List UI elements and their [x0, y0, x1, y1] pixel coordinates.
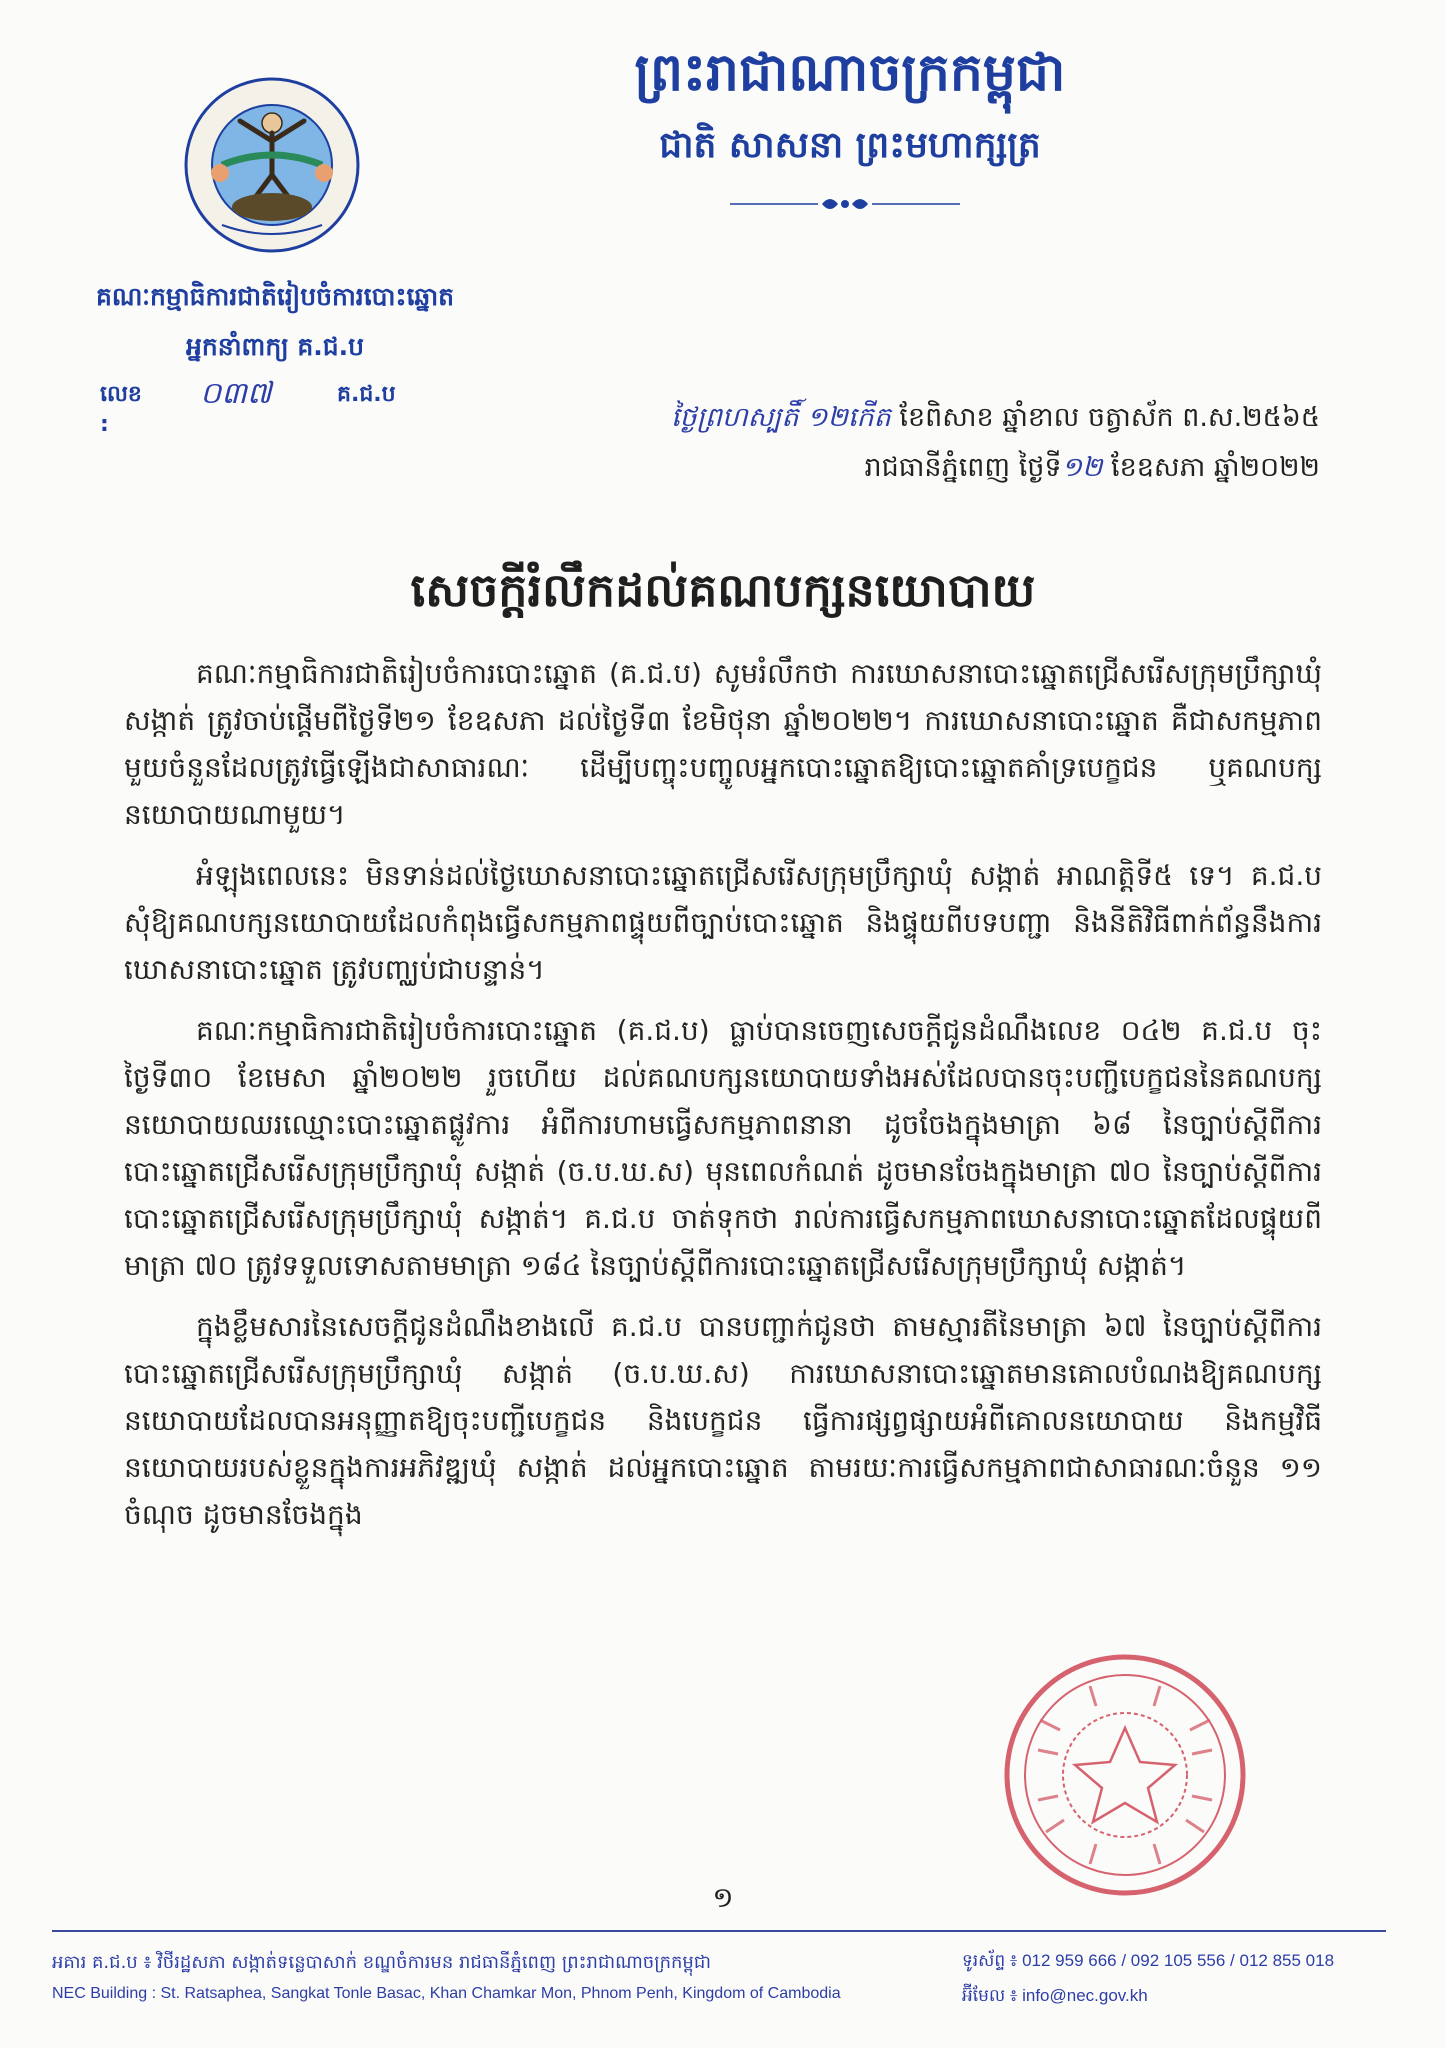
email-label: អ៊ីមែល ៖ [962, 1986, 1018, 2005]
footer-email [962, 1985, 1382, 2010]
date-place: រាជធានីភ្នំពេញ ថ្ងៃទី [864, 452, 1062, 483]
phone-numbers: 012 959 666 / 092 105 556 / 012 855 018 [1022, 1951, 1335, 1970]
organization-name: គណៈកម្មាធិការជាតិរៀបចំការបោះឆ្នោត [95, 282, 455, 311]
lunar-date-printed: ខែពិសាខ ឆ្នាំខាល ចត្វាស័ក ព.ស.២៥៦៥ [899, 402, 1320, 433]
official-seal-icon [1000, 1650, 1250, 1900]
spokesperson-label: អ្នកនាំពាក្យ គ.ជ.ប [186, 332, 364, 361]
paragraph: គណៈកម្មាធិការជាតិរៀបចំការបោះឆ្នោត (គ.ជ.ប) ធ្លាប់បានចេញសេចក្តីជូនដំណឹងលេខ ០៤២ គ.ជ.ប ចុះថ្ងៃទី៣០ ខែមេសា ឆ្នាំ២០២២ រួចហើយ ដល់គណបក្សនយោបាយទាំងអស់ដែលបានចុះបញ្ជីបេក្ខជននៃគណបក្សនយោបាយឈរឈ្មោះបោះឆ្នោតផ្លូវការ អំពីការហាមធ្វើសកម្មភាពនានា ដូចចែងក្នុងមាត្រា ៦៨ នៃច្បាប់ស្តីពីការបោះឆ្នោតជ្រើសរើសក្រុមប្រឹក្សាឃុំ សង្កាត់ (ច.ប.ឃ.ស) មុនពេលកំណត់ ដូចមានចែងក្នុងមាត្រា ៧០ នៃច្បាប់ស្តីពីការបោះឆ្នោតជ្រើសរើសក្រុមប្រឹក្សាឃុំ សង្កាត់។ គ.ជ.ប ចាត់ទុកថា រាល់ការធ្វើសកម្មភាពឃោសនាបោះឆ្នោតដែលផ្ទុយពីមាត្រា ៧០ ត្រូវទទួលទោសតាមមាត្រា ១៨៤ នៃច្បាប់ស្តីពីការបោះឆ្នោតជ្រើសរើសក្រុមប្រឹក្សាឃុំ សង្កាត់។ [124, 1014, 1322, 1282]
document-body [124, 650, 1322, 1552]
lunar-date-handwritten: ថ្ងៃព្រហស្បតិ៍ ១២កើត [670, 402, 891, 433]
document-title: សេចក្តីរំលឹកដល់គណបក្សនយោបាយ [410, 563, 1036, 617]
reference-number: ០៣៧ [200, 376, 272, 411]
reference-label: លេខ : [100, 382, 142, 437]
paragraph: អំឡុងពេលនេះ មិនទាន់ដល់ថ្ងៃឃោសនាបោះឆ្នោតជ្រើសរើសក្រុមប្រឹក្សាឃុំ សង្កាត់ អាណត្តិទី៥ ទេ។ គ.ជ.ប សុំឱ្យគណបក្សនយោបាយដែលកំពុងធ្វើសកម្មភាពផ្ទុយពីច្បាប់បោះឆ្នោត និងផ្ទុយពីបទបញ្ជា និងនីតិវិធីពាក់ព័ន្ធនឹងការឃោសនាបោះឆ្នោត ត្រូវបញ្ឈប់ជាបន្ទាន់។ [124, 859, 1322, 986]
decorative-divider-icon [730, 192, 960, 216]
paragraph: ក្នុងខ្លឹមសារនៃសេចក្តីជូនដំណឹងខាងលើ គ.ជ.ប បានបញ្ជាក់ជូនថា តាមស្មារតីនៃមាត្រា ៦៧ នៃច្បាប់ស្តីពីការបោះឆ្នោតជ្រើសរើសក្រុមប្រឹក្សាឃុំ សង្កាត់ (ច.ប.ឃ.ស) ការឃោសនាបោះឆ្នោតមានគោលបំណងឱ្យគណបក្សនយោបាយដែលបានអនុញ្ញាតឱ្យចុះបញ្ជីបេក្ខជន និងបេក្ខជន ធ្វើការផ្សព្វផ្សាយអំពីគោលនយោបាយ និងកម្មវិធីនយោបាយរបស់ខ្លួនក្នុងការអភិវឌ្ឍឃុំ សង្កាត់ ដល់អ្នកបោះឆ្នោត តាមរយៈការធ្វើសកម្មភាពជាសាធារណៈចំនួន ១១ ចំណុច ដូចមានចែងក្នុង [124, 1310, 1322, 1531]
phone-label: ទូរស័ព្ទ ៖ [962, 1951, 1018, 1970]
date-month-year: ខែឧសភា ឆ្នាំ២០២២ [1111, 452, 1320, 483]
footer-divider [52, 1930, 1386, 1932]
reference-suffix: គ.ជ.ប [337, 382, 396, 407]
footer-phone [962, 1950, 1382, 1975]
email-address[interactable]: info@nec.gov.kh [1022, 1986, 1148, 2005]
page-number: ១ [712, 1881, 734, 1914]
lunar-date [580, 398, 1320, 438]
solar-date [580, 448, 1320, 488]
kingdom-heading: ព្រះរាជាណាចក្រកម្ពុជា [634, 42, 1066, 103]
paragraph: គណៈកម្មាធិការជាតិរៀបចំការបោះឆ្នោត (គ.ជ.ប) សូមរំលឹកថា ការឃោសនាបោះឆ្នោតជ្រើសរើសក្រុមប្រឹក្សាឃុំ សង្កាត់ ត្រូវចាប់ផ្តើមពីថ្ងៃទី២១ ខែឧសភា ដល់ថ្ងៃទី៣ ខែមិថុនា ឆ្នាំ២០២២។ ការឃោសនាបោះឆ្នោត គឺជាសកម្មភាពមួយចំនួនដែលត្រូវធ្វើឡើងជាសាធារណៈ ដើម្បីបញ្ចុះបញ្ចូលអ្នកបោះឆ្នោតឱ្យបោះឆ្នោតគាំទ្របេក្ខជន ឬគណបក្សនយោបាយណាមួយ។ [124, 657, 1322, 831]
nec-emblem-icon [182, 75, 362, 255]
date-day-handwritten: ១២ [1061, 452, 1103, 483]
footer-address-english: NEC Building : St. Ratsaphea, Sangkat Tonle Basac, Khan Chamkar Mon, Phnom Penh, Kingdom of Cambodia [52, 1985, 841, 2002]
footer-address-khmer: អគារ គ.ជ.ប ៖ វិថីរដ្ឋសភា សង្កាត់ទន្លេបាសាក់ ខណ្ឌចំការមន រាជធានីភ្នំពេញ ព្រះរាជាណាចក្រកម្ពុជា [52, 1952, 711, 1973]
national-motto: ជាតិ សាសនា ព្រះមហាក្សត្រ [659, 124, 1041, 166]
